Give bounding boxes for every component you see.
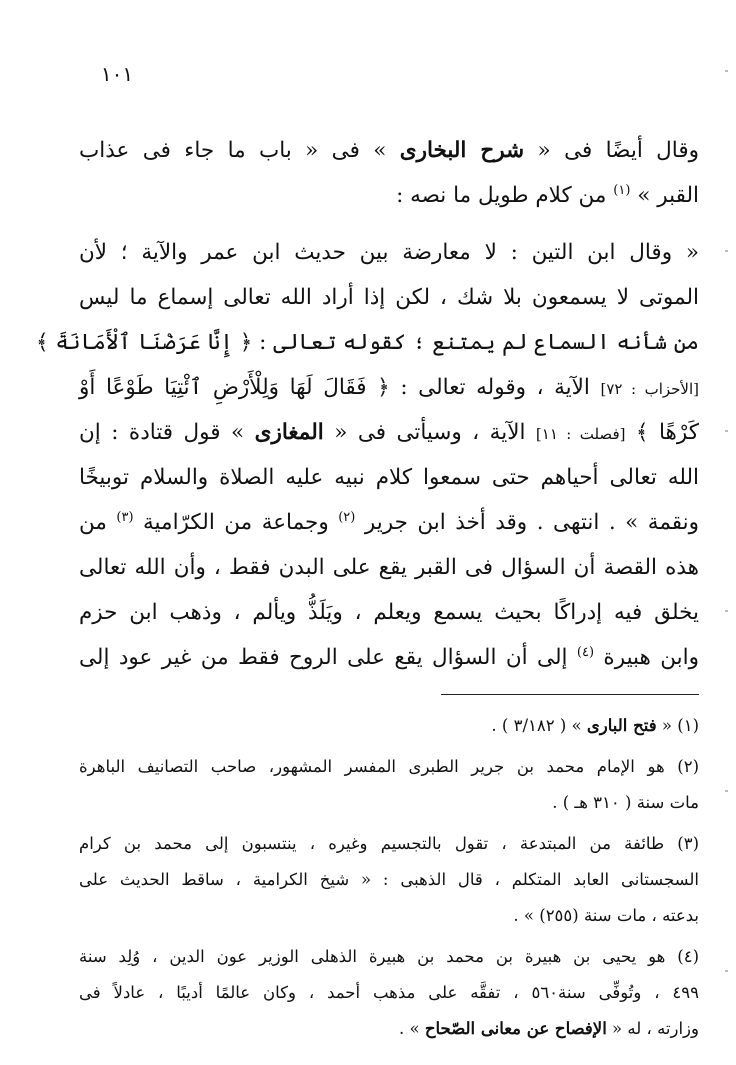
text-run: وجماعة من الكرّامية [133,510,339,535]
main-line [79,128,699,173]
main-line: « وقال ابن التين : لا معارضة بين حديث ابن عمر والآية ؛ لأن [79,240,699,265]
footnote-ref-2: (٢) [338,509,356,525]
text-run: » ( ٣/١٨٢ ) . [491,716,587,735]
footnote-2-line: (٢) هو الإمام محمد بن جرير الطبرى المفسر المشهور، صاحب التصانيف الباهرة [79,757,699,776]
text-run: إلى أن السؤال يقع على الروح فقط من غير عود إلى [79,645,577,670]
text-run: الآية ، وسيأتى فى « [323,420,536,445]
footnote-ref-1: (١) [613,182,631,198]
main-line: هذه القصة أن السؤال فى القبر يقع على البدن فقط ، وأن الله تعالى [79,555,699,580]
footnote-3-line: (٣) طائفة من المبتدعة ، تقول بالتجسيم وغيره ، ينتسبون إلى محمد بن كرام [79,834,699,853]
footnote-ref-3: (٣) [116,509,134,525]
footnotes [79,708,699,1047]
main-line: يخلق فيه إدراكًا بحيث يسمع ويعلم ، ويَلَذُّ ويألم ، وذهب ابن حزم [79,600,699,625]
footnote-4-line: ٤٩٩ ، وتُوفِّى سنة٥٦٠ ، تفقَّه على مذهب أحمد ، وكان عالمًا أديبًا ، عادلاً فى [79,983,700,1002]
book-title-ifsah: الإفصاح عن معانى الصّحاح [424,1019,607,1038]
text-run: (١) « [656,716,699,735]
scan-mark [725,430,728,432]
footnote-4-line [79,1011,699,1047]
footnote-separator [441,694,699,695]
footnote-3-line: بدعته ، مات سنة (٢٥٥) » . [513,906,699,925]
main-line [79,635,699,680]
scan-mark [725,970,728,972]
main-line [79,365,699,410]
main-line: من شأنه السماع لم يمتنع ؛ كقوله تعالى : ﴿ إِنَّا عَرَضْنَا ٱلْأَمَانَةَ ﴾ [36,330,699,355]
text-run: من [79,510,117,535]
scan-mark [725,790,728,792]
text-run: وزارته ، له « [606,1019,699,1038]
text-run: » قول قتادة : إن [79,420,255,445]
book-title-fath-albari: فتح البارى [586,716,657,735]
main-line [79,410,699,455]
footnote-4-line: (٤) هو يحيى بن هبيرة بن محمد بن هبيرة الذهلى الوزير عون الدين ، وُلِد سنة [79,947,699,966]
page-number: ١٠١ [100,62,134,86]
book-title-sharh-bukhari: شرح البخارى [399,138,525,163]
text-run: الآية ، وقوله تعالى : ﴿ فَقَالَ لَهَا وَلِلْأَرْضِ ٱئْتِيَا طَوْعًا أَوْ [79,375,601,400]
quran-reference: [فصلت : ١١] [535,425,626,443]
main-line [79,500,699,545]
footnote-1 [79,708,699,744]
text-run: من كلام طويل ما نصه : [396,183,614,208]
text-run: وقال أيضًا فى « [524,138,699,163]
footnote-3-line: السجستانى العابد المتكلم ، قال الذهبى : « شيخ الكرامية ، ساقط الحديث على [79,870,699,889]
text-run: » . [399,1019,425,1038]
scan-mark [725,250,728,252]
quran-reference: [الأحزاب : ٧٢] [600,380,699,398]
book-title-maghazi: المغازى [254,420,324,445]
main-text [36,128,700,680]
text-run: القبر » [630,183,699,208]
main-line [79,173,699,218]
footnote-ref-4: (٤) [576,644,595,660]
scan-mark [725,70,728,72]
text-run: ونقمة » . انتهى . وقد أخذ ابن جرير [355,510,700,535]
footnote-2-line: مات سنة ( ٣١٠ هـ ) . [552,793,699,812]
text-run: » فى « باب ما جاء فى عذاب [79,138,400,163]
scan-mark [725,610,728,612]
text-run: وابن هبيرة [594,645,699,670]
main-line: الله تعالى أحياهم حتى سمعوا كلام نبيه عليه الصلاة والسلام توبيخًا [79,465,699,490]
main-line: الموتى لا يسمعون بلا شك ، لكن إذا أراد الله تعالى إسماع ما ليس [79,285,699,310]
text-run: كَرْهًا ﴾ [625,420,699,445]
